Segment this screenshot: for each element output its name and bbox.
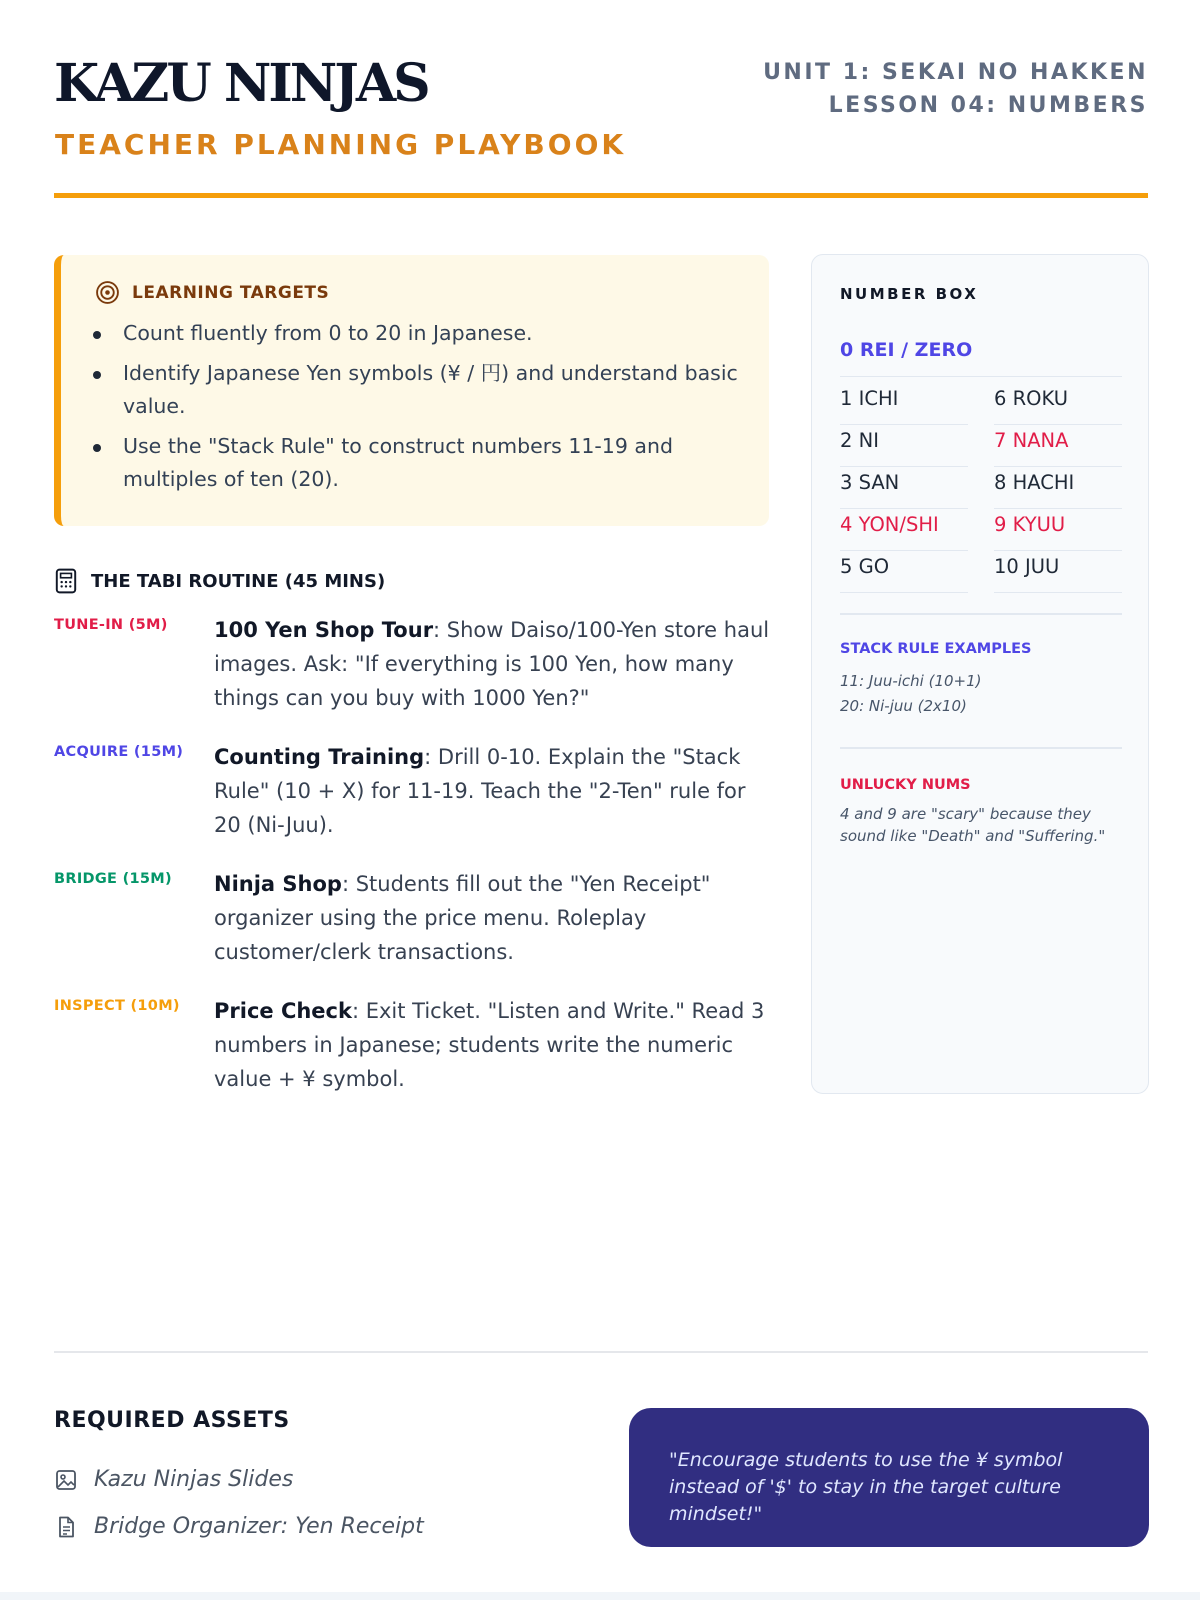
phase-description: 100 Yen Shop Tour: Show Daiso/100-Yen store haul images. Ask: "If everything is 100 Yen, how many things can you buy with 1000 Yen?" [214, 618, 770, 710]
number-item-unlucky: 7 NANA [994, 425, 1122, 467]
phase-description: Price Check: Exit Ticket. "Listen and Write." Read 3 numbers in Japanese; students write the numeric value + ¥ symbol. [214, 999, 765, 1091]
page-subtitle: TEACHER PLANNING PLAYBOOK [55, 128, 627, 161]
learning-targets-header [95, 280, 741, 305]
number-item-unlucky: 4 YON/SHI [840, 509, 968, 551]
stack-rule-example: 20: Ni-juu (2x10) [840, 697, 967, 715]
number-box-divider [840, 613, 1122, 615]
number-item-unlucky: 9 KYUU [994, 509, 1122, 551]
number-item: 8 HACHI [994, 467, 1122, 509]
number-box-panel [811, 254, 1149, 1094]
bottom-band [0, 1592, 1200, 1600]
number-item: 10 JUU [994, 551, 1122, 593]
unit-info [763, 56, 1148, 122]
image-icon [54, 1468, 78, 1492]
phase-label: ACQUIRE (15M) [54, 744, 184, 760]
document-icon [54, 1515, 78, 1539]
unlucky-nums-title: UNLUCKY NUMS [840, 777, 971, 793]
unit-label: UNIT 1: SEKAI NO HAKKEN [763, 60, 1148, 85]
number-box-divider [840, 747, 1122, 749]
number-box-title: NUMBER BOX [840, 285, 979, 303]
routine-title: THE TABI ROUTINE (45 MINS) [91, 570, 386, 592]
calculator-icon [55, 568, 77, 594]
number-zero: 0 REI / ZERO [840, 339, 1122, 377]
target-icon [95, 280, 120, 305]
learning-targets-panel [54, 255, 769, 526]
learning-targets-title: LEARNING TARGETS [132, 282, 330, 303]
number-item: 5 GO [840, 551, 968, 593]
teacher-tip-quote: "Encourage students to use the ¥ symbol instead of '$' to stay in the target culture mindset!" [629, 1408, 1149, 1547]
required-assets-title: REQUIRED ASSETS [54, 1408, 290, 1433]
phase-label: BRIDGE (15M) [54, 871, 172, 887]
number-item: 2 NI [840, 425, 968, 467]
stack-rule-example: 11: Juu-ichi (10+1) [840, 672, 982, 690]
phase-label: TUNE-IN (5M) [54, 617, 168, 633]
stack-rule-title: STACK RULE EXAMPLES [840, 641, 1032, 657]
footer-divider [54, 1351, 1148, 1353]
asset-item-organizer[interactable] [54, 1514, 424, 1539]
phase-description: Counting Training: Drill 0-10. Explain the "Stack Rule" (10 + X) for 11-19. Teach the "2-Ten" rule for 20 (Ni-Juu). [214, 745, 746, 837]
list-item: Identify Japanese Yen symbols (¥ / 円) and understand basic value. [89, 357, 741, 423]
asset-label: Bridge Organizer: Yen Receipt [94, 1514, 424, 1539]
stack-rule-examples [840, 669, 982, 719]
list-item: Use the "Stack Rule" to construct numbers 11-19 and multiples of ten (20). [89, 430, 741, 496]
header-divider [54, 193, 1148, 198]
list-item: Count fluently from 0 to 20 in Japanese. [89, 317, 741, 350]
asset-item-slides[interactable] [54, 1467, 293, 1492]
asset-label: Kazu Ninjas Slides [94, 1467, 294, 1492]
lesson-label: LESSON 04: NUMBERS [828, 93, 1148, 118]
number-item: 1 ICHI [840, 383, 968, 425]
number-item: 3 SAN [840, 467, 968, 509]
number-item: 6 ROKU [994, 383, 1122, 425]
phase-description: Ninja Shop: Students fill out the "Yen Receipt" organizer using the price menu. Roleplay customer/clerk transactions. [214, 872, 711, 964]
unlucky-nums-text: 4 and 9 are "scary" because they sound like "Death" and "Suffering." [840, 805, 1106, 845]
brand-title: KAZU NINJAS [54, 53, 428, 114]
routine-header [55, 568, 385, 594]
phase-label: INSPECT (10M) [54, 998, 180, 1014]
learning-targets-list [89, 317, 741, 496]
